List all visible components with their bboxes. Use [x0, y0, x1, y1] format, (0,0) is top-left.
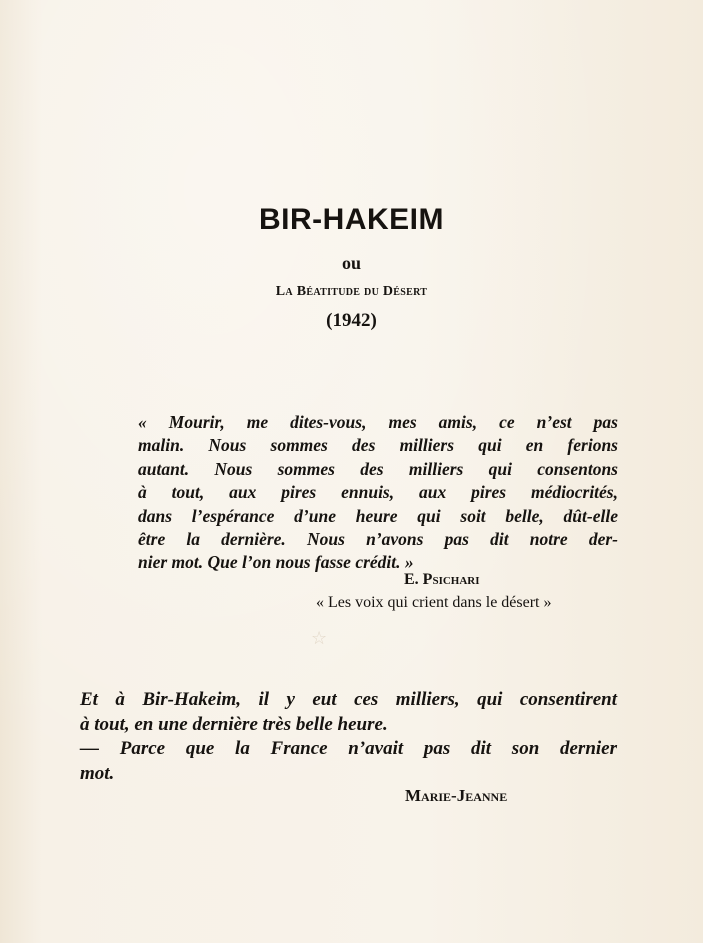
page-subtitle: La Béatitude du Désert [275, 284, 428, 299]
signature: Marie-Jeanne [405, 786, 508, 805]
epigraph-line: à tout, aux pires ennuis, aux pires médiocrités, [138, 482, 618, 503]
closing-line: — Parce que la France n’avait pas dit son dernier [80, 738, 617, 759]
closing-line: à tout, en une dernière très belle heure. [80, 713, 388, 735]
closing-line: mot. [80, 762, 115, 784]
epigraph-line: malin. Nous sommes des milliers qui en ferions [138, 435, 618, 456]
title-conjunction: ou [341, 253, 361, 273]
epigraph-quote [138, 411, 618, 575]
epigraph-line: être la dernière. Nous n’avons pas dit notre der- [138, 529, 618, 550]
epigraph-line: nier mot. Que l’on nous fasse crédit. » [138, 552, 414, 573]
epigraph-line: autant. Nous sommes des milliers qui consentons [138, 458, 618, 479]
closing-line: Et à Bir-Hakeim, il y eut ces milliers, qui consentirent [80, 689, 617, 710]
closing-paragraph [80, 688, 617, 786]
page-year: (1942) [326, 310, 377, 331]
epigraph-author: E. Psichari [404, 571, 480, 588]
epigraph-line: dans l’espérance d’une heure qui soit belle, dût-elle [138, 505, 618, 526]
epigraph-source: « Les voix qui crient dans le désert » [316, 594, 552, 611]
page-title: BIR-HAKEIM [259, 203, 444, 236]
epigraph-line: « Mourir, me dites-vous, mes amis, ce n’est pas [138, 412, 618, 432]
star-separator-icon: ☆ [311, 628, 328, 649]
